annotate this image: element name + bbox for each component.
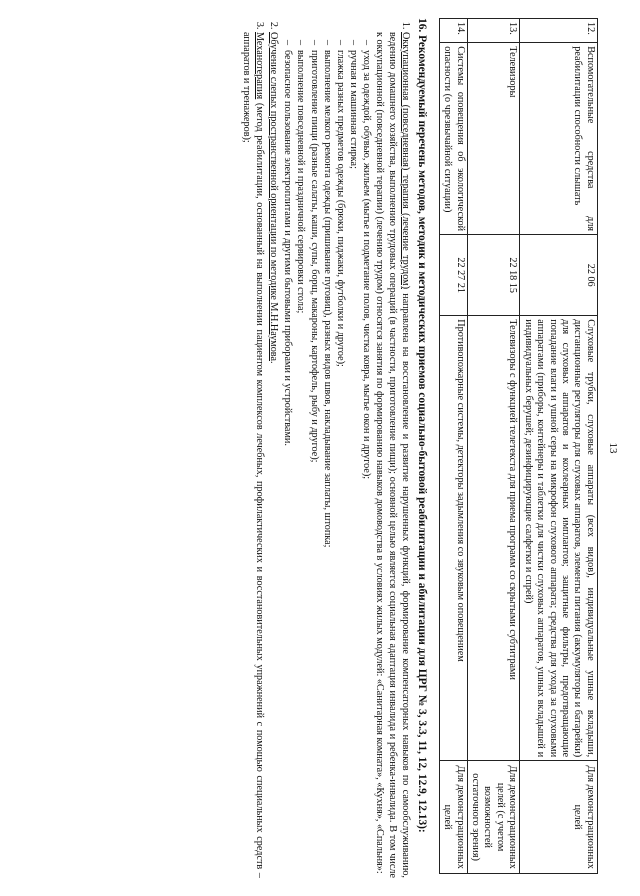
section-heading: 16. Рекомендуемый перечень методов, методик и методических приемов социально-бытовой реабилитации и абилитации для ЦРГ № 3, 3.3, 11, 12, 12.9, 12.13): — [415, 18, 428, 833]
task-list — [281, 32, 372, 878]
device-code: 22 18 15 — [467, 235, 520, 316]
assistive-devices-table — [439, 18, 598, 874]
method-term: Обучение слепых пространственной ориентации по методике М.Н.Наумова — [268, 32, 280, 361]
table-row — [520, 19, 598, 874]
device-category: Вспомогательные средства для реабилитации способности слышать — [520, 43, 598, 235]
list-item: – приготовление пищи (разные салаты, каши, супы, борщ, макароны, картофель, рыбу и другое); — [307, 40, 320, 878]
table-row — [439, 19, 467, 874]
list-item: – ручная и машинная стирка; — [347, 40, 360, 878]
list-item: – выполнение мелкого ремонта одежды (пришивание пуговиц), разных видов швов, накладывание заплаты, штопка; — [321, 40, 334, 878]
list-item: – глажка разных предметов одежды (брюки, пиджаки, футболки и другое); — [334, 40, 347, 878]
method-item — [267, 32, 280, 878]
row-number: 14. — [439, 19, 467, 43]
device-description: Противопожарные системы, детекторы задымления со звуковым оповещением — [439, 316, 467, 761]
row-number: 12. — [520, 19, 598, 43]
device-note: Для демонстрационных целей (с учетом возможностей остаточного зрения) — [467, 761, 520, 874]
method-item — [240, 32, 266, 878]
rotated-page — [20, 18, 620, 878]
table-row — [467, 19, 520, 874]
device-note: Для демонстрационных целей — [439, 761, 467, 874]
device-description: Слуховые трубки, слуховые аппараты (всех видов), индивидуальные ушные вкладыши, дистанционные регуляторы для слуховых аппаратов, элементы питания (аккумуляторы и батарейки) для слуховых аппаратов и кохлеарных имплантов; защитные фильтры, предотвращающие попадание влаги и ушной серы на микрофон слухового аппарата; средства для ухода за слуховыми аппаратами (приборы, контейнеры и таблетки для чистки слуховых аппаратов, ушных вкладышей и индивидуальных берушей; дезинфицирующие салфетки и спрей) — [520, 316, 598, 761]
device-description: Телевизоры с функцией телетекста для приема программ со скрытыми субтитрами — [467, 316, 520, 761]
method-term: Механотерапия — [254, 32, 266, 100]
method-text: (метод реабилитации, основанный на выполнении пациентом комплексов лечебных, профилактических и восстановительных упражнений с помощью специальных средств – аппаратов и тренажеров); — [241, 32, 266, 878]
method-text: . — [268, 361, 280, 364]
device-note: Для демонстрационных целей — [520, 761, 598, 874]
method-term: Оккупационная (повседневная) терапия (лечение трудом) — [399, 32, 411, 289]
method-text: направлена на восстановление и развитие нарушенных функций, формирование компенсаторных навыков по самообслуживанию, ведению домашнего хозяйства, выполнению трудовых операций (в частности, приготовление пищи); основной целью является социальная адаптация инвалида и ребенка-инвалида. В том числе к оккупационной (повседневной терапии) (лечению трудом) относятся занятия по формированию навыков домоводства в условиях жилых модулей: «Санитарная комната», «Кухня», «Спальня»: — [373, 32, 411, 878]
methods-list — [240, 18, 412, 878]
method-item — [281, 32, 411, 878]
page-number: 13 — [607, 442, 619, 454]
list-item: – уход за одеждой, обувью, жильем (мытье и подметание полов, чистка ковра, мытье окон и другое); — [360, 40, 373, 878]
row-number: 13. — [467, 19, 520, 43]
device-category: Системы оповещения об экологической опасности (о чрезвычайной ситуации) — [439, 43, 467, 235]
device-category: Телевизоры — [467, 43, 520, 235]
list-item: – выполнение повседневной и праздничной сервировки стола; — [294, 40, 307, 878]
device-code: 22 27 21 — [439, 235, 467, 316]
device-code: 22 06 — [520, 235, 598, 316]
list-item: – безопасное пользование электроплитами и другими бытовыми приборами и устройствами. — [281, 40, 294, 878]
